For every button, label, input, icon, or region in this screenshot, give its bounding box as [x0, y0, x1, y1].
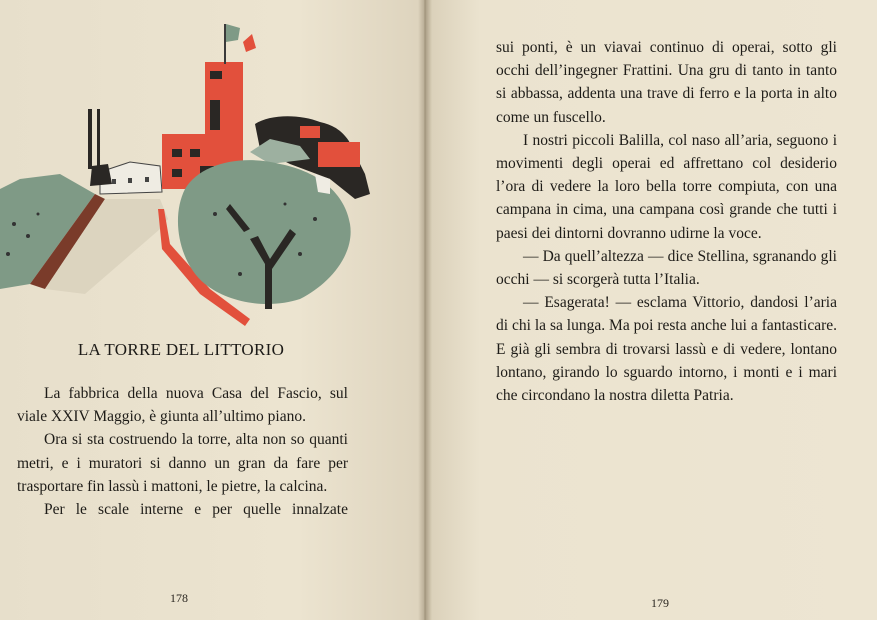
left-body-text: [17, 382, 348, 521]
left-page: [0, 0, 424, 620]
chapter-title: LA TORRE DEL LITTORIO: [77, 340, 285, 359]
page-number: 178: [170, 591, 188, 605]
tower-construction-illustration: [0, 14, 380, 329]
book-gutter: [418, 0, 432, 620]
paragraph: Per le scale interne e per quelle innalzate: [44, 501, 348, 519]
page-number: 179: [651, 596, 669, 610]
paragraph: La fabbrica della nuova Casa del Fascio, sul viale XXIV Maggio, è giunta all’ultimo piano.: [17, 385, 348, 426]
paragraph: Ora si sta costruendo la torre, alta non so quanti metri, e i muratori si danno un gran da fare per trasportare fin lassù i mattoni, le pietre, la calcina.: [17, 431, 348, 495]
paragraph: sui ponti, è un viavai continuo di operai, sotto gli occhi dell’ingegner Frattini. Una gru di tanto in tanto si abbassa, addenta una trave di ferro e la porta in alto come un fuscello.: [496, 39, 837, 126]
paragraph: — Da quell’altezza — dice Stellina, sgranando gli occhi — si scorgerà tutta l’Italia.: [496, 247, 837, 289]
paragraph: I nostri piccoli Balilla, col naso all’aria, seguono i movimenti degli operai ed affrettano col desiderio l’ora di vedere la loro bella torre compiuta, con una campana in cima, una campana così grande che tutti i paesi dei dintorni dovranno udirne la voce.: [496, 131, 837, 242]
right-body-text: [496, 36, 837, 407]
paragraph: — Esagerata! — esclama Vittorio, dandosi l’aria di chi la sa lunga. Ma poi resta anche lui a fantasticare. E già gli sembra di trovarsi lassù e di vedere, lontano lontano, girando lo sguardo intorno, i monti e i mari che circondano la nostra diletta Patria.: [496, 294, 837, 405]
